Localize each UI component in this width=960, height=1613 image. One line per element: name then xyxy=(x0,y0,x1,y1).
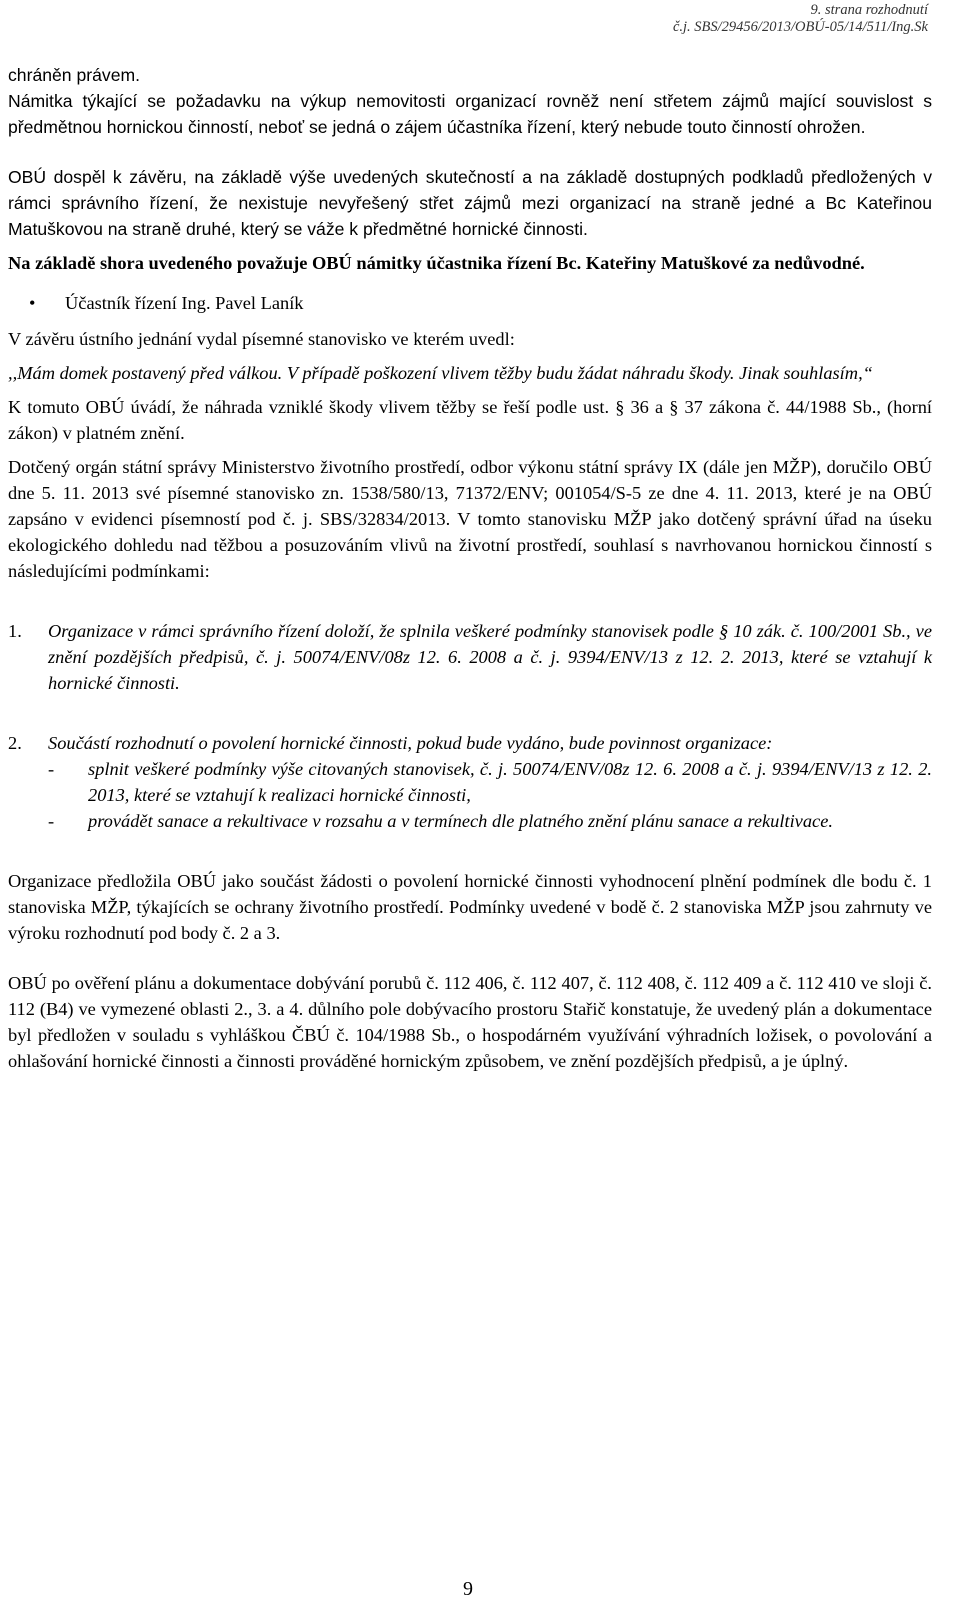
paragraph-plan-verification: OBÚ po ověření plánu a dokumentace dobývání porubů č. 112 406, č. 112 407, č. 112 408, č. 112 409 a č. 112 410 ve sloji č. 112 (B4) ve vymezené oblasti 2., 3. a 4. důlního pole dobývacího prostoru Stařič konstatuje, že uvedený plán a dokumentace byl předložen v souladu s vyhláškou ČBÚ č. 104/1988 Sb., o hospodárném využívání výhradních ložisek, o povolování a ohlašování hornické činnosti a činnosti prováděné hornickým způsobem, ve znění pozdějších předpisů, a je úplný. xyxy=(8,973,932,1071)
paragraph-objection-purchase: Námitka týkající se požadavku na výkup nemovitosti organizací rovněž není střetem zájmů mající souvislost s předmětnou hornickou činností, neboť se jedná o zájem účastníka řízení, který nebude touto činností ohrožen. xyxy=(8,91,932,137)
condition-text: Organizace v rámci správního řízení doloží, že splnila veškeré podmínky stanovisek podle § 10 zák. č. 100/2001 Sb., ve znění pozdějších předpisů, č. j. 50074/ENV/08z 12. 6. 2008 a č. j. 9394/ENV/13 z 12. 2. 2013, které se vztahují k hornické činnosti. xyxy=(48,621,932,693)
paragraph-statement-intro: V závěru ústního jednání vydal písemné stanovisko ve kterém uvedl: xyxy=(8,329,515,349)
condition-text: Součástí rozhodnutí o povolení hornické činnosti, pokud bude vydáno, bude povinnost organizace: xyxy=(48,733,773,753)
paragraph-conclusion: OBÚ dospěl k závěru, na základě výše uvedených skutečností a na základě dostupných podkladů předložených v rámci správního řízení, že nexistuje nevyřešený střet zájmů mezi organizací na straně jedné a Bc Kateřinou Matuškovou na straně druhé, který se váže k předmětné hornické činnosti. xyxy=(8,167,932,239)
paragraph-continuation: chráněn právem. xyxy=(8,65,141,85)
condition-number: 1. xyxy=(8,621,22,641)
paragraph-verdict: Na základě shora uvedeného považuje OBÚ námitky účastnika řízení Bc. Kateřiny Matuškové za nedůvodné. xyxy=(8,253,865,273)
header-page-label: 9. strana rozhodnutí xyxy=(810,2,928,18)
condition-subitem xyxy=(48,756,932,808)
condition-subitem-text: provádět sanace a rekultivace v rozsahu a v termínech dle platného znění plánu sanace a rekultivace. xyxy=(88,811,833,831)
condition-subitem xyxy=(48,808,932,834)
page-number: 9 xyxy=(463,1578,473,1600)
condition-subitem-text: splnit veškeré podmínky výše citovaných stanovisek, č. j. 50074/ENV/08z 12. 6. 2008 a č. j. 9394/ENV/13 z 12. 2. 2013, které se vztahují k realizaci hornické činnosti, xyxy=(88,759,932,805)
bullet-participant xyxy=(8,290,932,316)
paragraph-statement-quote: ,,Mám domek postavený před válkou. V případě poškození vlivem těžby budu žádat náhradu škody. Jinak souhlasím,“ xyxy=(8,363,873,383)
condition-item xyxy=(8,730,932,834)
paragraph-ministry-opinion: Dotčený orgán státní správy Ministerstvo životního prostředí, odbor výkonu státní správy IX (dále jen MŽP), doručilo OBÚ dne 5. 11. 2013 své písemné stanovisko zn. 1538/580/13, 71372/ENV; 001054/S-5 ze dne 4. 11. 2013, které je na OBÚ zapsáno v evidenci písemností pod č. j. SBS/32834/2013. V tomto stanovisku MŽP jako dotčený správní úřad na úseku ekologického dohledu nad těžbou a posuzováním vlivů na životní prostředí, souhlasí s navrhovanou hornickou činností s následujícími podmínkami: xyxy=(8,457,932,581)
page-header xyxy=(673,2,928,36)
condition-number: 2. xyxy=(8,733,22,753)
bullet-participant-text: Účastník řízení Ing. Pavel Laník xyxy=(65,293,304,313)
paragraph-evaluation: Organizace předložila OBÚ jako součást žádosti o povolení hornické činnosti vyhodnocení plnění podmínek dle bodu č. 1 stanoviska MŽP, týkajících se ochrany životního prostředí. Podmínky uvedené v bodě č. 2 stanoviska MŽP jsou zahrnuty ve výroku rozhodnutí pod body č. 2 a 3. xyxy=(8,871,932,943)
dash-marker: - xyxy=(48,759,55,779)
document-body xyxy=(8,62,932,1074)
conditions-list xyxy=(8,618,932,834)
header-reference: č.j. SBS/29456/2013/OBÚ-05/14/511/Ing.Sk xyxy=(672,19,928,35)
bullet-icon: • xyxy=(29,293,36,313)
condition-item xyxy=(8,618,932,696)
paragraph-compensation: K tomuto OBÚ úvádí, že náhrada vzniklé škody vlivem těžby se řeší podle ust. § 36 a § 37 zákona č. 44/1988 Sb., (horní zákon) v platném znění. xyxy=(8,397,932,443)
dash-marker: - xyxy=(48,811,55,831)
